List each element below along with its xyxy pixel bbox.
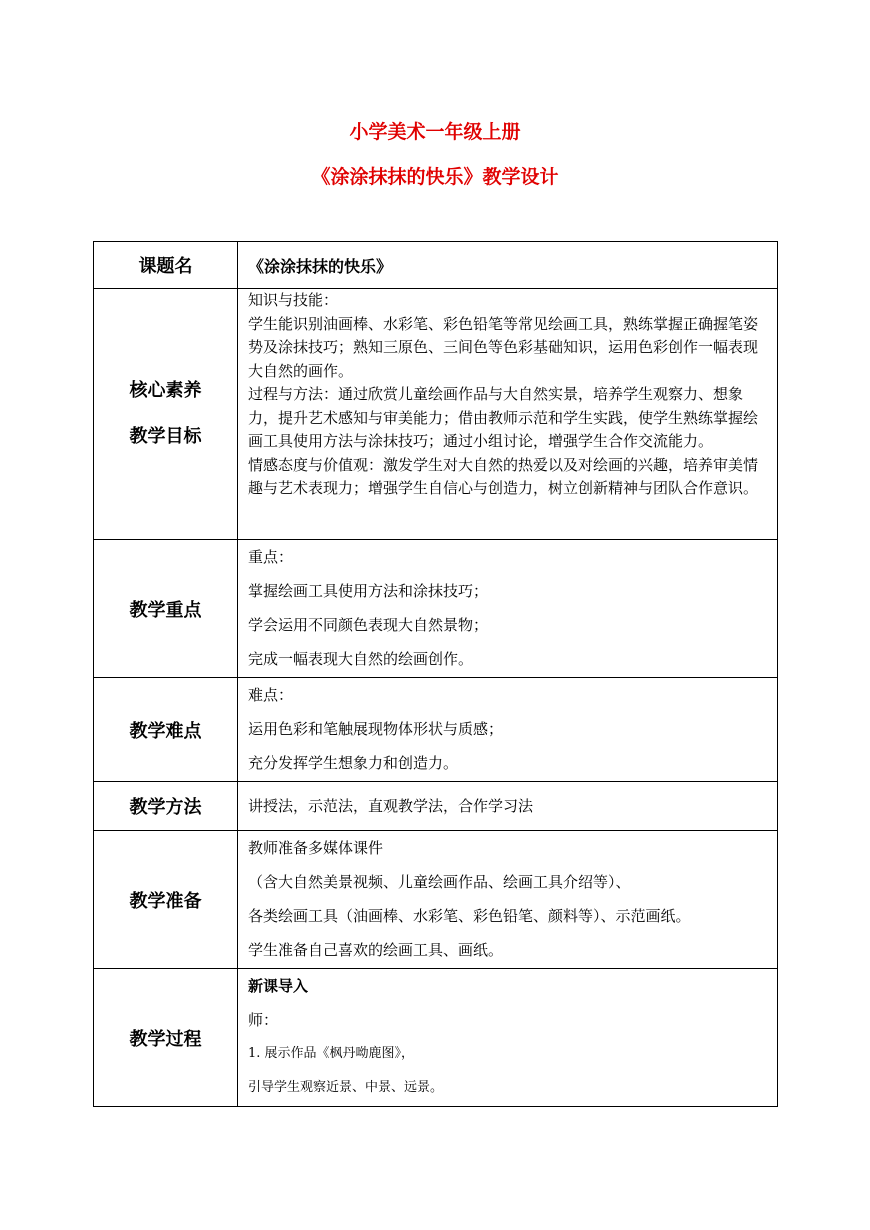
process-line: 引导学生观察近景、中景、远景。 <box>248 1080 444 1095</box>
row-label-preparation: 教学准备 <box>94 831 238 969</box>
table-row-topic <box>94 242 778 289</box>
goals-label-line2: 教学目标 <box>129 426 202 447</box>
preparation-line: 学生准备自己喜欢的绘画工具、画纸。 <box>248 941 504 959</box>
row-label-difficulties: 教学难点 <box>94 678 238 782</box>
key-point-line: 掌握绘画工具使用方法和涂抹技巧； <box>248 582 489 600</box>
difficulties-content <box>238 678 778 782</box>
row-label-topic: 课题名 <box>94 242 238 289</box>
goals-paragraph: 知识与技能： <box>248 291 339 309</box>
preparation-line: 各类绘画工具（油画棒、水彩笔、彩色铅笔、颜料等）、示范画纸。 <box>248 907 691 925</box>
methods-value: 讲授法，示范法，直观教学法，合作学习法 <box>238 782 778 831</box>
row-label-goals <box>94 289 238 540</box>
goals-label-line1: 核心素养 <box>129 380 202 401</box>
document-title: 小学美术一年级上册 <box>349 121 521 143</box>
difficulty-line: 难点： <box>248 686 294 704</box>
row-label-process: 教学过程 <box>94 969 238 1107</box>
table-row-process <box>94 969 778 1107</box>
document-subtitle: 《涂涂抹抹的快乐》教学设计 <box>311 166 559 188</box>
topic-value: 《涂涂抹抹的快乐》 <box>238 242 778 289</box>
goals-paragraph: 过程与方法：通过欣赏儿童绘画作品与大自然实景，培养学生观察力、想象力，提升艺术感知与审美能力；借由教师示范和学生实践，使学生熟练掌握绘画工具使用方法与涂抹技巧；通过小组讨论，增强学生合作交流能力。 <box>248 385 759 450</box>
process-content <box>238 969 778 1107</box>
key-points-content <box>238 540 778 678</box>
table-row-difficulties <box>94 678 778 782</box>
key-point-line: 完成一幅表现大自然的绘画创作。 <box>248 650 474 668</box>
table-row-methods <box>94 782 778 831</box>
goals-paragraph: 学生能识别油画棒、水彩笔、彩色铅笔等常见绘画工具，熟练掌握正确握笔姿势及涂抹技巧；熟知三原色、三间色等色彩基础知识，运用色彩创作一幅表现大自然的画作。 <box>248 314 759 380</box>
key-point-line: 学会运用不同颜色表现大自然景物； <box>248 616 489 634</box>
difficulty-line: 运用色彩和笔触展现物体形状与质感； <box>248 720 504 738</box>
goals-content <box>238 289 778 540</box>
difficulty-line: 充分发挥学生想象力和创造力。 <box>248 754 459 772</box>
process-line: 师： <box>248 1011 279 1029</box>
process-line: 1. 展示作品《枫丹呦鹿图》， <box>248 1046 415 1061</box>
table-row-preparation <box>94 831 778 969</box>
process-section-heading: 新课导入 <box>248 977 309 995</box>
table-row-key-points <box>94 540 778 678</box>
lesson-plan-table <box>93 241 778 1107</box>
goals-paragraph: 情感态度与价值观：激发学生对大自然的热爱以及对绘画的兴趣，培养审美情趣与艺术表现力；增强学生自信心与创造力，树立创新精神与团队合作意识。 <box>248 455 759 497</box>
key-point-line: 重点： <box>248 548 294 566</box>
preparation-content <box>238 831 778 969</box>
preparation-line: 教师准备多媒体课件 <box>248 839 384 857</box>
row-label-key-points: 教学重点 <box>94 540 238 678</box>
table-row-goals <box>94 289 778 540</box>
preparation-line: （含大自然美景视频、儿童绘画作品、绘画工具介绍等）、 <box>248 873 631 891</box>
row-label-methods: 教学方法 <box>94 782 238 831</box>
